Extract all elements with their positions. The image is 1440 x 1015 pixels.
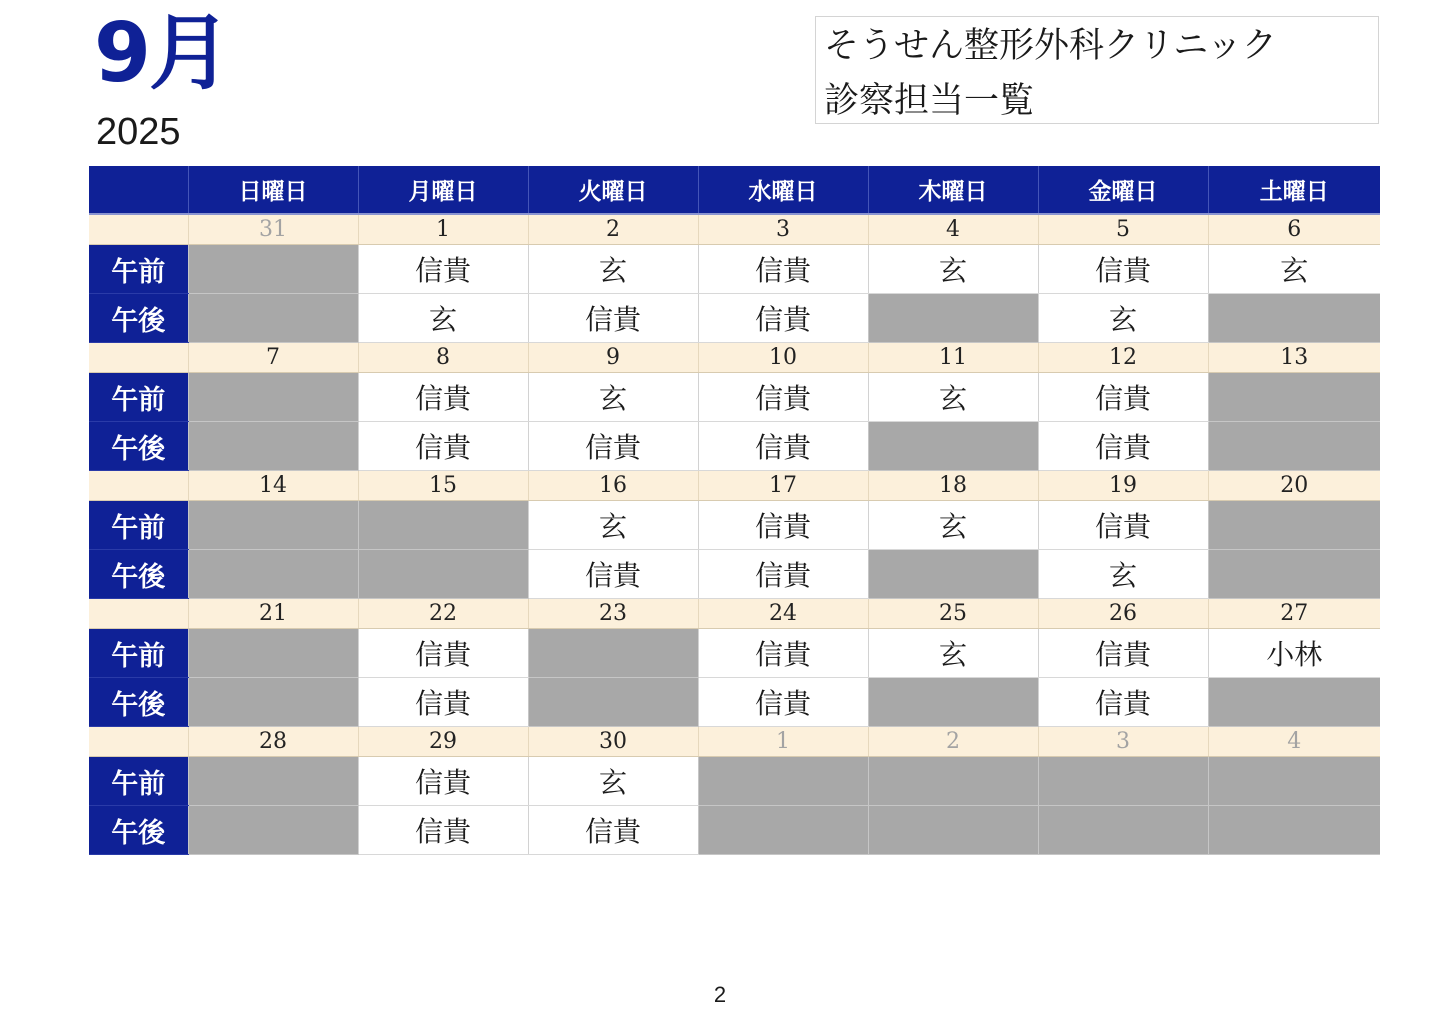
doctor-cell: 玄 [1208,245,1380,294]
weekday-header-saturday: 土曜日 [1208,166,1380,214]
closed-cell [188,294,358,343]
closed-cell [188,678,358,727]
doctor-cell: 信貴 [1038,678,1208,727]
pm-label: 午後 [89,294,188,343]
closed-cell [868,294,1038,343]
doctor-cell: 信貴 [698,422,868,471]
year-label: 2025 [96,111,181,153]
doctor-cell: 信貴 [528,422,698,471]
closed-cell [868,550,1038,599]
am-label: 午前 [89,757,188,806]
closed-cell [1208,757,1380,806]
doctor-schedule-calendar [89,166,1380,855]
am-label: 午前 [89,245,188,294]
doctor-cell: 玄 [528,757,698,806]
doctor-cell: 玄 [1038,294,1208,343]
closed-cell [1208,806,1380,855]
closed-cell [188,629,358,678]
clinic-name: そうせん整形外科クリニック [824,26,1277,66]
doctor-cell: 信貴 [1038,501,1208,550]
date-cell: 24 [698,599,868,629]
date-cell: 11 [868,343,1038,373]
date-cell-other-month: 3 [1038,727,1208,757]
doctor-cell: 玄 [868,373,1038,422]
pm-slot-row [89,806,1380,855]
doctor-cell: 信貴 [528,806,698,855]
closed-cell [528,629,698,678]
closed-cell [358,501,528,550]
doctor-cell: 信貴 [1038,629,1208,678]
date-cell: 15 [358,471,528,501]
closed-cell [188,245,358,294]
pm-slot-row [89,294,1380,343]
date-cell: 12 [1038,343,1208,373]
closed-cell [868,806,1038,855]
closed-cell [188,757,358,806]
date-row [89,343,1380,373]
closed-cell [1208,501,1380,550]
date-cell: 6 [1208,214,1380,245]
pm-label: 午後 [89,678,188,727]
closed-cell [1038,806,1208,855]
closed-cell [188,373,358,422]
date-cell: 13 [1208,343,1380,373]
date-row-spacer [89,214,188,245]
doctor-cell: 信貴 [358,629,528,678]
date-row [89,214,1380,245]
am-slot-row [89,629,1380,678]
closed-cell [1208,294,1380,343]
closed-cell [868,422,1038,471]
doctor-cell: 信貴 [1038,422,1208,471]
date-cell: 1 [358,214,528,245]
date-cell: 19 [1038,471,1208,501]
am-label: 午前 [89,373,188,422]
closed-cell [1208,422,1380,471]
doctor-cell: 信貴 [358,422,528,471]
date-cell-other-month: 31 [188,214,358,245]
date-row [89,599,1380,629]
date-cell-other-month: 2 [868,727,1038,757]
closed-cell [188,806,358,855]
doctor-cell: 信貴 [698,678,868,727]
date-row [89,471,1380,501]
date-cell: 4 [868,214,1038,245]
date-cell-other-month: 1 [698,727,868,757]
calendar-body [89,214,1380,855]
doctor-cell: 信貴 [528,294,698,343]
weekday-header-monday: 月曜日 [358,166,528,214]
doctor-cell: 信貴 [698,550,868,599]
doctor-cell: 信貴 [358,245,528,294]
doctor-cell: 小林 [1208,629,1380,678]
date-cell: 18 [868,471,1038,501]
closed-cell [358,550,528,599]
doctor-cell: 信貴 [1038,373,1208,422]
doctor-cell: 信貴 [358,373,528,422]
date-row-spacer [89,343,188,373]
closed-cell [1208,678,1380,727]
closed-cell [188,501,358,550]
clinic-info-box [815,16,1379,124]
date-cell: 21 [188,599,358,629]
doctor-cell: 信貴 [698,373,868,422]
weekday-header-wednesday: 水曜日 [698,166,868,214]
pm-slot-row [89,678,1380,727]
doctor-cell: 玄 [528,373,698,422]
doctor-cell: 信貴 [528,550,698,599]
page-number: 2 [713,982,727,1007]
date-cell: 5 [1038,214,1208,245]
doctor-cell: 信貴 [698,501,868,550]
closed-cell [188,550,358,599]
date-cell: 27 [1208,599,1380,629]
date-cell: 8 [358,343,528,373]
date-cell: 20 [1208,471,1380,501]
am-slot-row [89,501,1380,550]
date-cell: 28 [188,727,358,757]
closed-cell [1208,550,1380,599]
schedule-subtitle: 診察担当一覧 [824,81,1035,121]
doctor-cell: 信貴 [1038,245,1208,294]
doctor-cell: 玄 [528,245,698,294]
date-row-spacer [89,727,188,757]
doctor-cell: 玄 [868,501,1038,550]
doctor-cell: 玄 [1038,550,1208,599]
weekday-header-friday: 金曜日 [1038,166,1208,214]
weekday-header-row [89,166,1380,214]
date-cell: 7 [188,343,358,373]
date-cell: 22 [358,599,528,629]
date-row [89,727,1380,757]
date-cell: 26 [1038,599,1208,629]
closed-cell [868,678,1038,727]
doctor-cell: 玄 [528,501,698,550]
date-cell: 2 [528,214,698,245]
date-cell: 14 [188,471,358,501]
weekday-header-tuesday: 火曜日 [528,166,698,214]
date-cell: 30 [528,727,698,757]
closed-cell [698,757,868,806]
am-slot-row [89,757,1380,806]
doctor-cell: 信貴 [358,806,528,855]
date-cell: 17 [698,471,868,501]
doctor-cell: 信貴 [358,678,528,727]
closed-cell [868,757,1038,806]
date-cell-other-month: 4 [1208,727,1380,757]
pm-label: 午後 [89,422,188,471]
doctor-cell: 玄 [868,245,1038,294]
pm-slot-row [89,422,1380,471]
pm-label: 午後 [89,550,188,599]
weekday-header-sunday: 日曜日 [188,166,358,214]
date-cell: 3 [698,214,868,245]
weekday-header-thursday: 木曜日 [868,166,1038,214]
date-cell: 9 [528,343,698,373]
doctor-cell: 玄 [358,294,528,343]
doctor-cell: 信貴 [698,245,868,294]
doctor-cell: 信貴 [698,629,868,678]
date-cell: 23 [528,599,698,629]
am-label: 午前 [89,629,188,678]
date-cell: 29 [358,727,528,757]
am-slot-row [89,245,1380,294]
closed-cell [188,422,358,471]
doctor-cell: 玄 [868,629,1038,678]
closed-cell [528,678,698,727]
closed-cell [698,806,868,855]
closed-cell [1208,373,1380,422]
doctor-cell: 信貴 [698,294,868,343]
doctor-cell: 信貴 [358,757,528,806]
pm-slot-row [89,550,1380,599]
date-cell: 10 [698,343,868,373]
am-label: 午前 [89,501,188,550]
date-row-spacer [89,471,188,501]
date-cell: 16 [528,471,698,501]
date-cell: 25 [868,599,1038,629]
am-slot-row [89,373,1380,422]
date-row-spacer [89,599,188,629]
closed-cell [1038,757,1208,806]
corner-cell [89,166,188,214]
pm-label: 午後 [89,806,188,855]
month-title: 9月 [94,6,230,101]
